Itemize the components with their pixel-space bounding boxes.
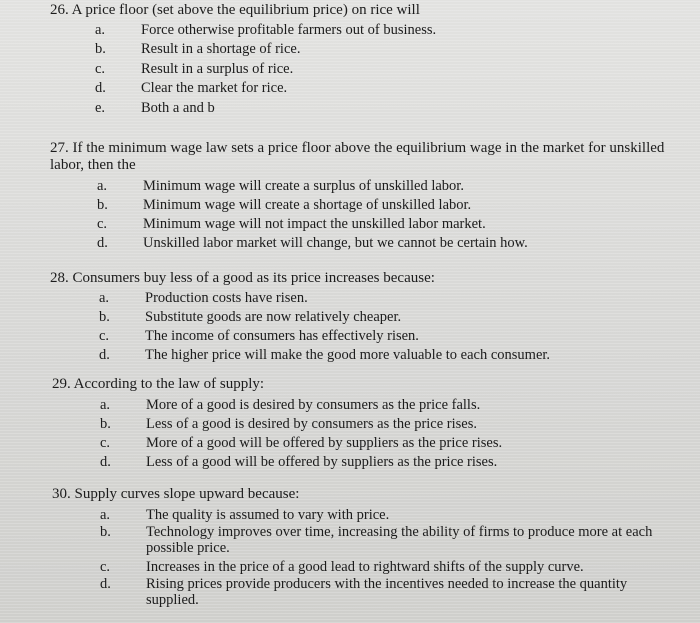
option-text: The higher price will make the good more valuable to each consumer.	[145, 347, 551, 363]
option-text: Both a and b	[141, 100, 215, 116]
option-text: Result in a surplus of rice.	[141, 61, 294, 77]
option-letter: a.	[100, 507, 111, 523]
option-text: Less of a good is desired by consumers as the price rises.	[146, 416, 478, 432]
option-text: Result in a shortage of rice.	[141, 41, 301, 57]
option-text: Minimum wage will create a shortage of unskilled labor.	[143, 197, 472, 213]
option-text: More of a good will be offered by suppliers as the price rises.	[146, 435, 503, 451]
question-stem: 29. According to the law of supply:	[52, 376, 265, 392]
option-letter: d.	[97, 235, 108, 251]
option-text: The quality is assumed to vary with price.	[146, 507, 390, 523]
option-text: Increases in the price of a good lead to rightward shifts of the supply curve.	[146, 559, 584, 575]
option-letter: b.	[95, 41, 106, 57]
option-text: Unskilled labor market will change, but we cannot be certain how.	[143, 235, 528, 251]
option-letter: a.	[95, 22, 106, 38]
option-text: More of a good is desired by consumers as the price falls.	[146, 397, 481, 413]
option-text: Substitute goods are now relatively cheaper.	[145, 309, 402, 325]
option-text: Minimum wage will create a surplus of unskilled labor.	[143, 178, 464, 194]
option-text: Force otherwise profitable farmers out of business.	[141, 22, 437, 38]
question-stem: 26. A price floor (set above the equilibrium price) on rice will	[50, 2, 420, 18]
question-stem	[50, 140, 670, 174]
option-text: Technology improves over time, increasing the ability of firms to produce more at each possible price.	[146, 524, 653, 556]
option-letter: d.	[95, 80, 106, 96]
option-text: Clear the market for rice.	[141, 80, 288, 96]
option-text: The income of consumers has effectively risen.	[145, 328, 419, 344]
option-letter: b.	[99, 309, 110, 325]
question-stem-text: 27. If the minimum wage law sets a price floor above the equilibrium wage in the market for unskilled labor, then the	[50, 140, 665, 173]
option-letter: a.	[97, 178, 108, 194]
option-letter: e.	[95, 100, 106, 116]
option-letter: c.	[97, 216, 108, 232]
option-letter: b.	[97, 197, 108, 213]
option-letter: d.	[99, 347, 110, 363]
option-letter: c.	[100, 435, 111, 451]
question-stem: 30. Supply curves slope upward because:	[52, 486, 300, 502]
option-letter: c.	[100, 559, 111, 575]
option-letter: c.	[95, 61, 106, 77]
option-letter: a.	[99, 290, 110, 306]
option-text: Minimum wage will not impact the unskilled labor market.	[143, 216, 486, 232]
option-letter: c.	[99, 328, 110, 344]
option-text: Rising prices provide producers with the incentives needed to increase the quantity supplied.	[146, 576, 628, 608]
option-text: Less of a good will be offered by suppliers as the price rises.	[146, 454, 498, 470]
option-letter: d.	[100, 576, 111, 592]
option-text: Production costs have risen.	[145, 290, 308, 306]
option-letter: a.	[100, 397, 111, 413]
option-letter: b.	[100, 416, 111, 432]
option-letter: b.	[100, 524, 111, 540]
question-stem: 28. Consumers buy less of a good as its price increases because:	[50, 270, 435, 286]
option-letter: d.	[100, 454, 111, 470]
